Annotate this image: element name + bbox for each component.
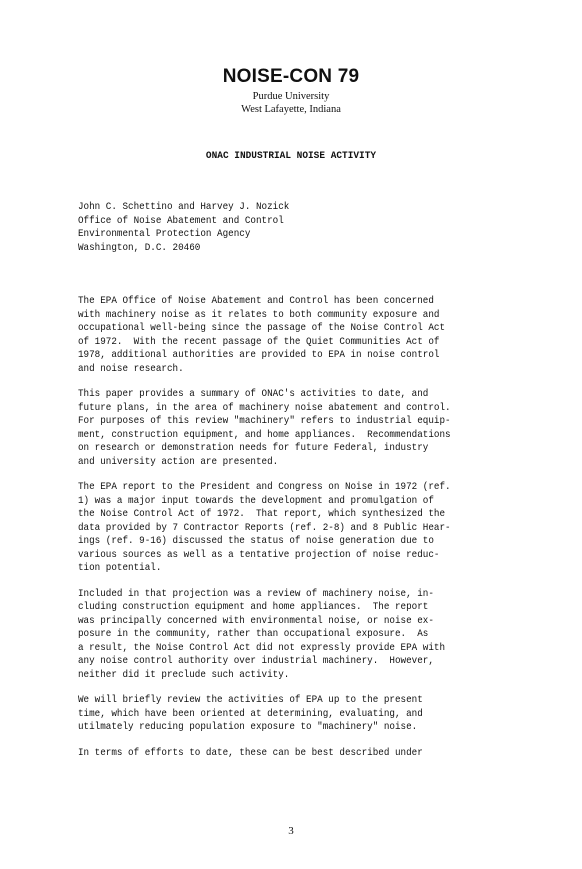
author-address: Washington, D.C. 20460 bbox=[78, 241, 201, 254]
paragraph bbox=[78, 481, 578, 576]
text-line: ment, construction equipment, and home appliances. Recommendations bbox=[78, 428, 451, 441]
text-line: of 1972. With the recent passage of the Quiet Communities Act of bbox=[78, 335, 440, 348]
text-line: any noise control authority over industrial machinery. However, bbox=[78, 655, 434, 667]
text-line: The EPA report to the President and Congress on Noise in 1972 (ref. bbox=[78, 481, 451, 493]
text-line: neither did it preclude such activity. bbox=[78, 668, 290, 681]
conference-university: Purdue University bbox=[252, 91, 330, 102]
text-line: In terms of efforts to date, these can be best described under bbox=[78, 746, 423, 759]
paragraph bbox=[78, 588, 578, 683]
paragraph bbox=[78, 694, 578, 735]
text-line: cluding construction equipment and home appliances. The report bbox=[78, 601, 429, 613]
paragraph bbox=[78, 747, 578, 761]
page-number: 3 bbox=[288, 825, 294, 837]
text-line: 1) was a major input towards the development and promulgation of bbox=[78, 494, 434, 507]
text-line: We will briefly review the activities of EPA up to the present bbox=[78, 694, 423, 706]
text-line: time, which have been oriented at determining, evaluating, and bbox=[78, 707, 423, 720]
paragraph bbox=[78, 295, 578, 376]
text-line: the Noise Control Act of 1972. That report, which synthesized the bbox=[78, 508, 446, 520]
text-line: a result, the Noise Control Act did not expressly provide EPA with bbox=[78, 641, 446, 654]
text-line: and noise research. bbox=[78, 362, 184, 375]
author-affiliation-block bbox=[78, 201, 313, 255]
text-line: occupational well-being since the passage of the Noise Control Act bbox=[78, 322, 446, 334]
conference-title: NOISE-CON 79 bbox=[222, 66, 360, 87]
paragraph bbox=[78, 388, 578, 469]
text-line: The EPA Office of Noise Abatement and Control has been concerned bbox=[78, 295, 434, 307]
paper-title: ONAC INDUSTRIAL NOISE ACTIVITY bbox=[205, 150, 377, 162]
text-line: 1978, additional authorities are provided to EPA in noise control bbox=[78, 349, 440, 361]
text-line: various sources as well as a tentative projection of noise reduc- bbox=[78, 548, 440, 561]
text-line: posure in the community, rather than occupational exposure. As bbox=[78, 628, 429, 640]
text-line: future plans, in the area of machinery noise abatement and control. bbox=[78, 401, 451, 414]
conference-location: West Lafayette, Indiana bbox=[241, 104, 341, 115]
text-line: and university action are presented. bbox=[78, 455, 279, 468]
text-line: Included in that projection was a review of machinery noise, in- bbox=[78, 587, 434, 600]
text-line: tion potential. bbox=[78, 562, 162, 574]
paper-body bbox=[78, 295, 578, 772]
text-line: data provided by 7 Contractor Reports (ref. 2-8) and 8 Public Hear- bbox=[78, 521, 451, 534]
text-line: with machinery noise as it relates to both community exposure and bbox=[78, 308, 440, 321]
text-line: was principally concerned with environmental noise, or noise ex- bbox=[78, 614, 434, 627]
text-line: ings (ref. 9-16) discussed the status of noise generation due to bbox=[78, 535, 434, 547]
author-agency: Environmental Protection Agency bbox=[78, 228, 251, 240]
author-office: Office of Noise Abatement and Control bbox=[78, 214, 284, 227]
text-line: utilmately reducing population exposure to "machinery" noise. bbox=[78, 721, 418, 733]
text-line: This paper provides a summary of ONAC's activities to date, and bbox=[78, 388, 429, 400]
text-line: on research or demonstration needs for future Federal, industry bbox=[78, 442, 429, 454]
author-names: John C. Schettino and Harvey J. Nozick bbox=[78, 201, 290, 213]
text-line: For purposes of this review "machinery" refers to industrial equip- bbox=[78, 415, 451, 427]
